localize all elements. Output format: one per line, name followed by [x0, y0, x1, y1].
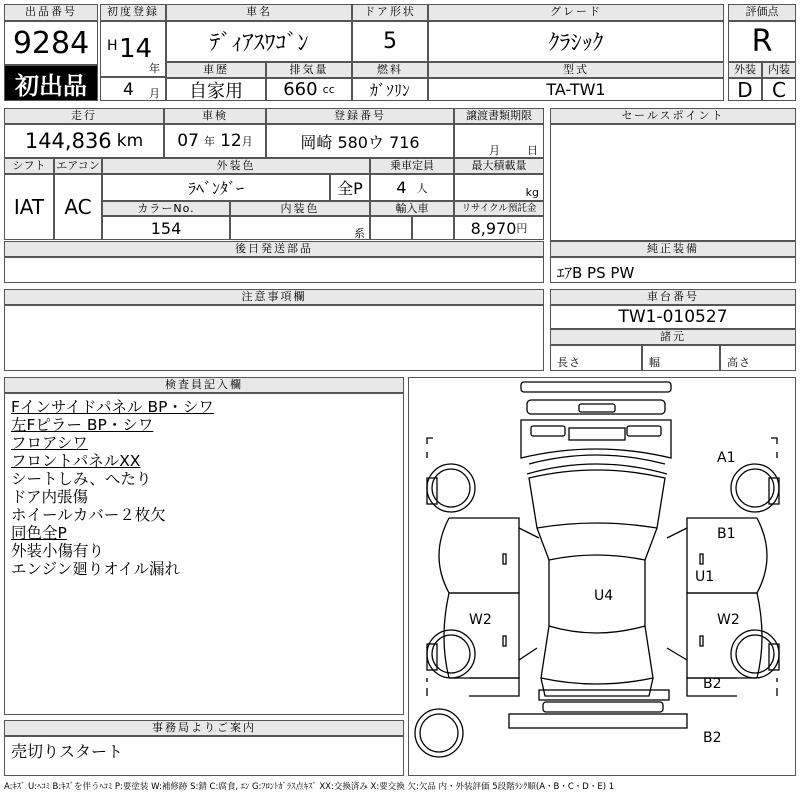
- doors-label: ドア形状: [352, 4, 428, 21]
- era-letter: H: [107, 38, 118, 54]
- recycle-cell: [454, 216, 544, 240]
- inspector-note: フロアシワ: [11, 434, 88, 452]
- mileage-label: 走行: [4, 108, 164, 124]
- exterior-grade: D: [728, 78, 762, 101]
- import-cell-b: [412, 216, 454, 240]
- equipment: ｴｱB PS PW: [550, 257, 796, 283]
- office-text: 売切りスタート: [4, 736, 404, 776]
- interior-color-unit: 系: [354, 227, 365, 240]
- capacity-unit: 人: [416, 181, 428, 195]
- mileage-cell: [4, 124, 164, 158]
- notes-label: 注意事項欄: [4, 289, 544, 305]
- inspection-label: 車検: [164, 108, 266, 124]
- inspection-year: 07: [177, 131, 199, 151]
- grade: ｸﾗｼｯｸ: [428, 21, 724, 62]
- transfer-month-unit: 月: [489, 144, 500, 157]
- color-no: 154: [102, 216, 230, 240]
- month-unit: 月: [149, 87, 160, 100]
- inspector-note: 同色全P: [11, 524, 67, 542]
- damage-mark: A1: [717, 450, 736, 466]
- inspector-note: フロントパネルXX: [11, 452, 141, 470]
- inspector-notes: [4, 393, 404, 715]
- import-label: 輸入車: [370, 201, 454, 216]
- recycle-unit: 円: [516, 222, 528, 235]
- grade-label: グレード: [428, 4, 724, 21]
- dims-label: 諸元: [550, 329, 796, 345]
- later-parts-label: 後日発送部品: [4, 241, 544, 257]
- inspector-note: ホイールカバー２枚欠: [11, 506, 166, 524]
- displacement: 660: [283, 79, 318, 100]
- fuel: ｶﾞｿﾘﾝ: [352, 78, 428, 101]
- model-code-label: 型式: [428, 62, 724, 78]
- chassis-label: 車台番号: [550, 289, 796, 305]
- width-label: 幅: [642, 345, 720, 371]
- damage-diagram: [408, 377, 796, 776]
- inspector-note: Fインサイドパネル BP・シワ: [11, 398, 214, 416]
- inspection-month-unit: 月: [241, 135, 253, 148]
- car-name-label: 車名: [166, 4, 352, 21]
- history: 自家用: [166, 78, 266, 101]
- transfer-cell: [454, 124, 544, 158]
- inspection-year-unit: 年: [204, 135, 215, 148]
- inspection-month: 12: [220, 131, 242, 151]
- capacity: 4: [396, 178, 407, 197]
- sales-points-field: [550, 124, 796, 241]
- first-reg-label: 初度登録: [100, 4, 166, 21]
- car-outline-diagram: [409, 378, 796, 776]
- first-reg-year-cell: [100, 21, 166, 77]
- year-unit: 年: [149, 62, 160, 75]
- inspector-note: シートしみ、へたり: [11, 470, 152, 488]
- interior-color-label: 内装色: [230, 201, 370, 216]
- exterior-color: ﾗﾍﾞﾝﾀﾞｰ: [102, 174, 330, 201]
- inspector-note: 左Fピラー BP・シワ: [11, 416, 154, 434]
- history-label: 車歴: [166, 62, 266, 78]
- recycle-label: リサイクル預託金: [454, 201, 544, 216]
- transfer-day-unit: 日: [527, 144, 538, 157]
- damage-mark: U1: [695, 569, 715, 585]
- damage-mark: U4: [594, 588, 614, 604]
- max-load-cell: [454, 174, 544, 201]
- inspector-label: 検査員記入欄: [4, 377, 404, 393]
- displacement-cell: [266, 78, 352, 101]
- inspection-cell: [164, 124, 266, 158]
- model-code: TA-TW1: [428, 78, 724, 101]
- ac-label: エアコン: [54, 158, 102, 174]
- rating-label: 評価点: [728, 4, 796, 21]
- capacity-label: 乗車定員: [370, 158, 454, 174]
- mileage-unit: km: [116, 131, 144, 151]
- ac: AC: [54, 174, 102, 240]
- first-reg-month-cell: [100, 77, 166, 101]
- rating: R: [728, 21, 796, 62]
- paint: 全P: [330, 174, 370, 201]
- capacity-cell: [370, 174, 454, 201]
- car-name: ﾃﾞｨｱｽﾜｺﾞﾝ: [166, 21, 352, 62]
- damage-mark: B1: [717, 526, 736, 542]
- equipment-label: 純正装備: [550, 241, 796, 257]
- displacement-label: 排気量: [266, 62, 352, 78]
- recycle: 8,970: [470, 218, 517, 238]
- chassis: TW1-010527: [550, 305, 796, 329]
- inspector-note: 外装小傷有り: [11, 542, 105, 560]
- mileage: 144,836: [24, 129, 112, 153]
- lot-no: 9284: [4, 21, 98, 65]
- first-reg-year: 14: [119, 34, 153, 64]
- shift-label: シフト: [4, 158, 54, 174]
- shift: IAT: [4, 174, 54, 240]
- interior-grade: C: [762, 78, 796, 101]
- fuel-label: 燃料: [352, 62, 428, 78]
- sales-points-label: セールスポイント: [550, 108, 796, 124]
- damage-code-legend: A:ｷｽﾞ U:ﾍｺﾐ B:ｷｽﾞを伴うﾍｺﾐ P:要塗装 W:補修跡 S:錆 C:腐食, ｴﾝ G:ﾌﾛﾝﾄｶﾞﾗｽ点ｷｽﾞ XX:交換済み X:要交換 欠:欠品 内・外装評価 5段階ﾗﾝｸ順(A・B・C・D・E) 1: [4, 782, 615, 792]
- first-listing-badge: 初出品: [4, 65, 98, 101]
- lot-no-label: 出品番号: [4, 4, 98, 21]
- height-label: 高さ: [720, 345, 796, 371]
- interior-color-cell: [230, 216, 370, 240]
- import-cell-a: [370, 216, 412, 240]
- inspector-note: ドア内張傷: [11, 488, 89, 506]
- length-label: 長さ: [550, 345, 642, 371]
- inspector-note: エンジン廻りオイル漏れ: [11, 560, 180, 578]
- notes-field: [4, 305, 544, 371]
- max-load-unit: kg: [525, 186, 539, 199]
- later-parts-field: [4, 257, 544, 283]
- exterior-color-label: 外装色: [102, 158, 370, 174]
- doors: 5: [352, 21, 428, 62]
- damage-mark: W2: [469, 612, 492, 628]
- office-label: 事務局よりご案内: [4, 720, 404, 736]
- max-load-label: 最大積載量: [454, 158, 544, 174]
- color-no-label: カラーNo.: [102, 201, 230, 216]
- damage-mark: W2: [717, 612, 740, 628]
- transfer-label: 譲渡書類期限: [454, 108, 544, 124]
- plate: 岡崎 580ウ 716: [266, 124, 454, 158]
- damage-mark: B2: [703, 676, 722, 692]
- damage-mark: B2: [703, 730, 722, 746]
- exterior-grade-label: 外装: [728, 62, 762, 78]
- plate-label: 登録番号: [266, 108, 454, 124]
- interior-grade-label: 内装: [762, 62, 796, 78]
- first-reg-month: 4: [123, 80, 134, 100]
- displacement-unit: cc: [322, 83, 335, 96]
